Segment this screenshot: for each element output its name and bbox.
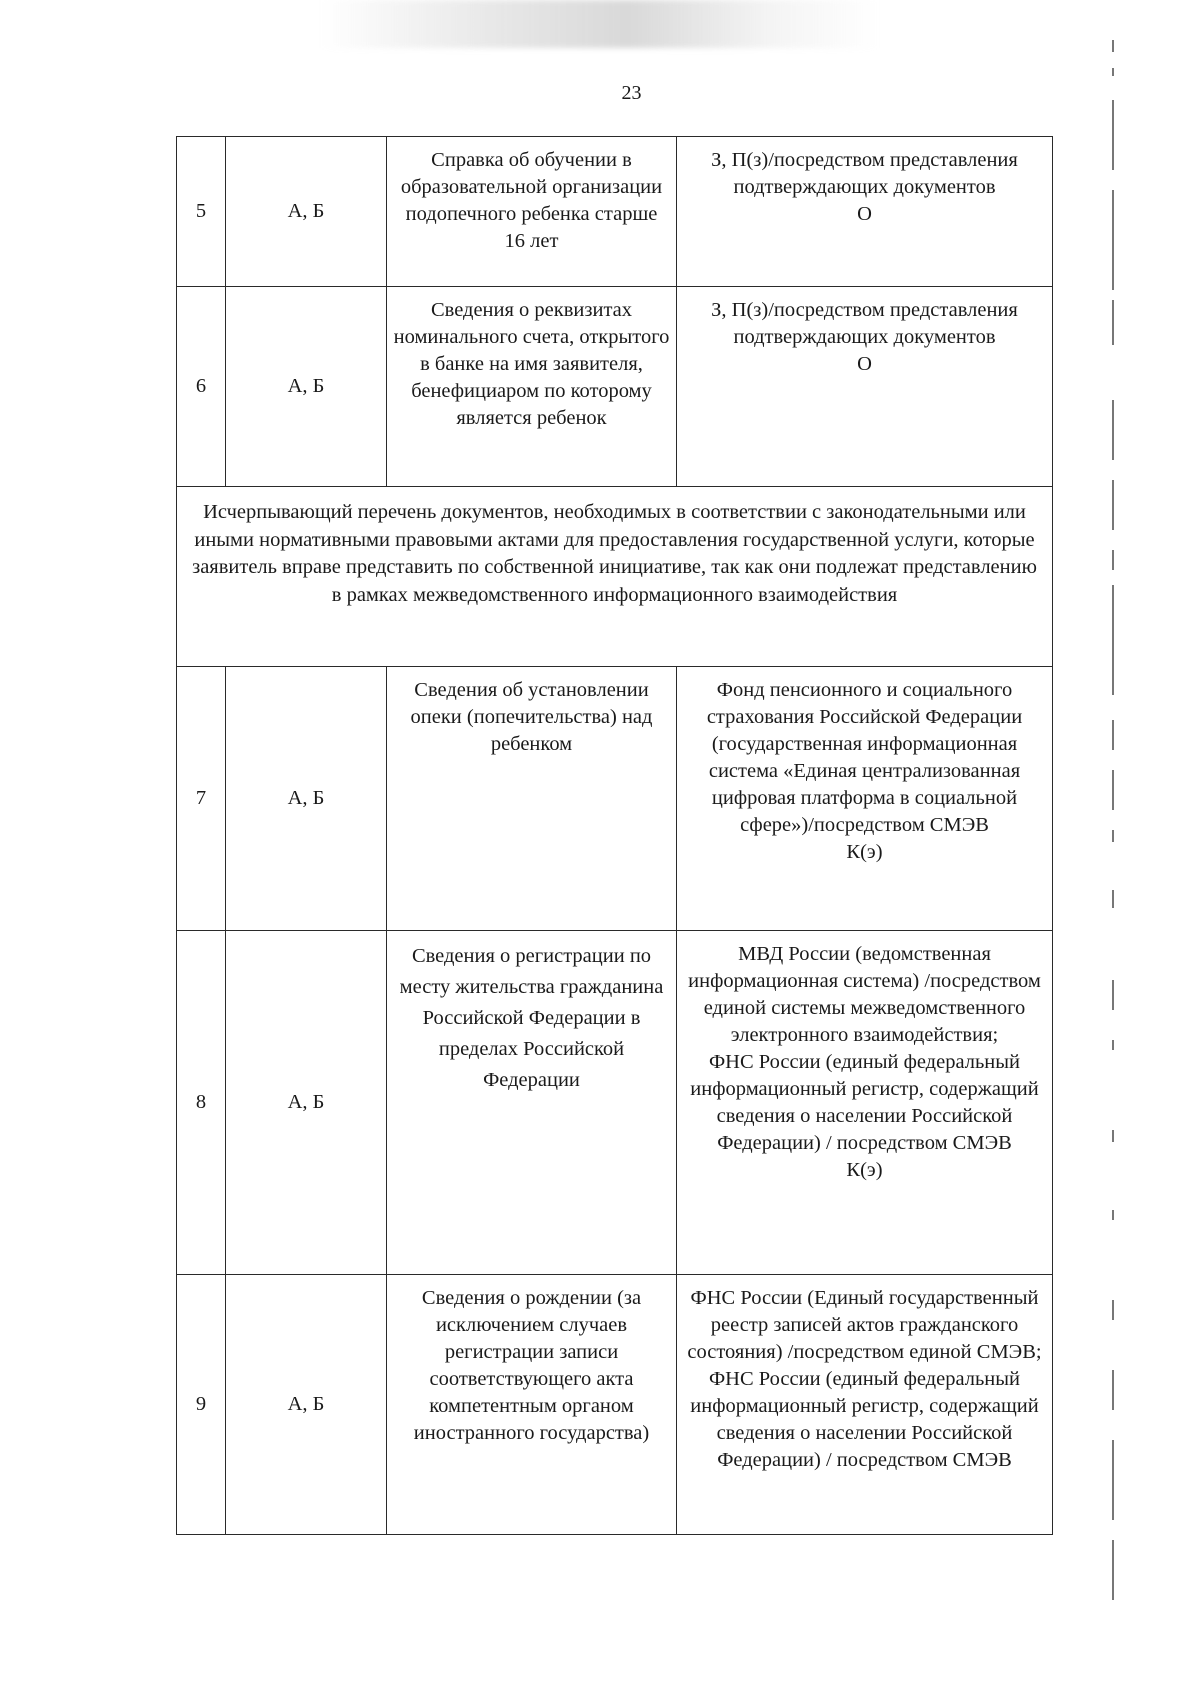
source-line: ФНС России (Единый государственный реестр записей актов гражданского состояния) /посредством единой СМЭВ;	[687, 1287, 1042, 1363]
row-number: 6	[177, 287, 226, 487]
source-line: Фонд пенсионного и социального страхования Российской Федерации (государственная информационная система «Единая централизованная цифровая платформа в социальной сфере»)/посредством СМЭВ	[706, 679, 1023, 836]
document-text: Сведения об установлении опеки (попечительства) над ребенком	[410, 679, 653, 755]
row-number: 8	[177, 931, 226, 1275]
document-text: Сведения о регистрации по месту жительства гражданина Российской Федерации в пределах Российской Федерации	[399, 945, 664, 1091]
scan-mark	[1112, 1130, 1114, 1142]
applicant-group: А, Б	[226, 931, 387, 1275]
row-number: 5	[177, 137, 226, 287]
scan-mark	[1112, 100, 1114, 170]
scan-mark	[1112, 1300, 1114, 1320]
table-row	[177, 137, 1053, 287]
table-row	[177, 667, 1053, 931]
scan-mark	[1112, 300, 1114, 345]
applicant-group: А, Б	[226, 137, 387, 287]
document-name	[387, 667, 677, 931]
table-row	[177, 287, 1053, 487]
scan-mark	[1112, 890, 1114, 908]
source-code: К(э)	[846, 841, 883, 863]
scan-mark	[1112, 400, 1114, 460]
source-line: МВД России (ведомственная информационная система) /посредством единой системы межведомственного электронного взаимодействия;	[688, 943, 1041, 1046]
scan-artifact	[320, 0, 880, 48]
document-source	[677, 931, 1053, 1275]
applicant-group: А, Б	[226, 287, 387, 487]
applicant-group: А, Б	[226, 667, 387, 931]
source-code: К(э)	[846, 1159, 883, 1181]
scan-mark	[1112, 190, 1114, 290]
table-row	[177, 1275, 1053, 1535]
applicant-group: А, Б	[226, 1275, 387, 1535]
scan-mark	[1112, 980, 1114, 1010]
scan-mark	[1112, 68, 1114, 76]
row-number: 9	[177, 1275, 226, 1535]
document-name	[387, 1275, 677, 1535]
scan-mark	[1112, 480, 1114, 530]
scan-mark	[1112, 1440, 1114, 1520]
scan-margin-marks	[1112, 40, 1116, 1640]
source-code: О	[857, 353, 872, 375]
documents-table	[176, 136, 1053, 1535]
source-line: З, П(з)/посредством представления подтверждающих документов	[711, 149, 1018, 198]
document-text: Сведения о реквизитах номинального счета, открытого в банке на имя заявителя, бенефициаром по которому является ребенок	[393, 299, 670, 429]
document-source	[677, 667, 1053, 931]
scan-mark	[1112, 1540, 1114, 1600]
source-line: З, П(з)/посредством представления подтверждающих документов	[711, 299, 1018, 348]
document-name	[387, 931, 677, 1275]
section-heading: Исчерпывающий перечень документов, необходимых в соответствии с законодательными или иными нормативными правовыми актами для предоставления государственной услуги, которые заявитель вправе представить по собственной инициативе, так как они подлежат представлению в рамках межведомственного информационного взаимодействия	[177, 487, 1053, 667]
scan-mark	[1112, 1210, 1114, 1220]
page-number: 23	[621, 82, 642, 104]
section-heading-row	[177, 487, 1053, 667]
scan-mark	[1112, 1370, 1114, 1410]
document-name	[387, 137, 677, 287]
document-source	[677, 287, 1053, 487]
document-text: Сведения о рождении (за исключением случаев регистрации записи соответствующего акта компетентным органом иностранного государства)	[413, 1287, 650, 1444]
scan-mark	[1112, 40, 1114, 52]
scan-mark	[1112, 770, 1114, 810]
document-name	[387, 287, 677, 487]
document-text: Справка об обучении в образовательной организации подопечного ребенка старше 16 лет	[400, 149, 663, 252]
table-row	[177, 931, 1053, 1275]
source-line: ФНС России (единый федеральный информационный регистр, содержащий сведения о населении Российской Федерации) / посредством СМЭВ	[690, 1051, 1039, 1154]
scan-mark	[1112, 830, 1114, 842]
source-code: О	[857, 203, 872, 225]
document-source	[677, 1275, 1053, 1535]
scan-mark	[1112, 1040, 1114, 1050]
row-number: 7	[177, 667, 226, 931]
scan-mark	[1112, 720, 1114, 750]
document-source	[677, 137, 1053, 287]
source-line: ФНС России (единый федеральный информационный регистр, содержащий сведения о населении Российской Федерации) / посредством СМЭВ	[690, 1368, 1039, 1471]
scan-mark	[1112, 585, 1114, 695]
scan-mark	[1112, 550, 1114, 570]
